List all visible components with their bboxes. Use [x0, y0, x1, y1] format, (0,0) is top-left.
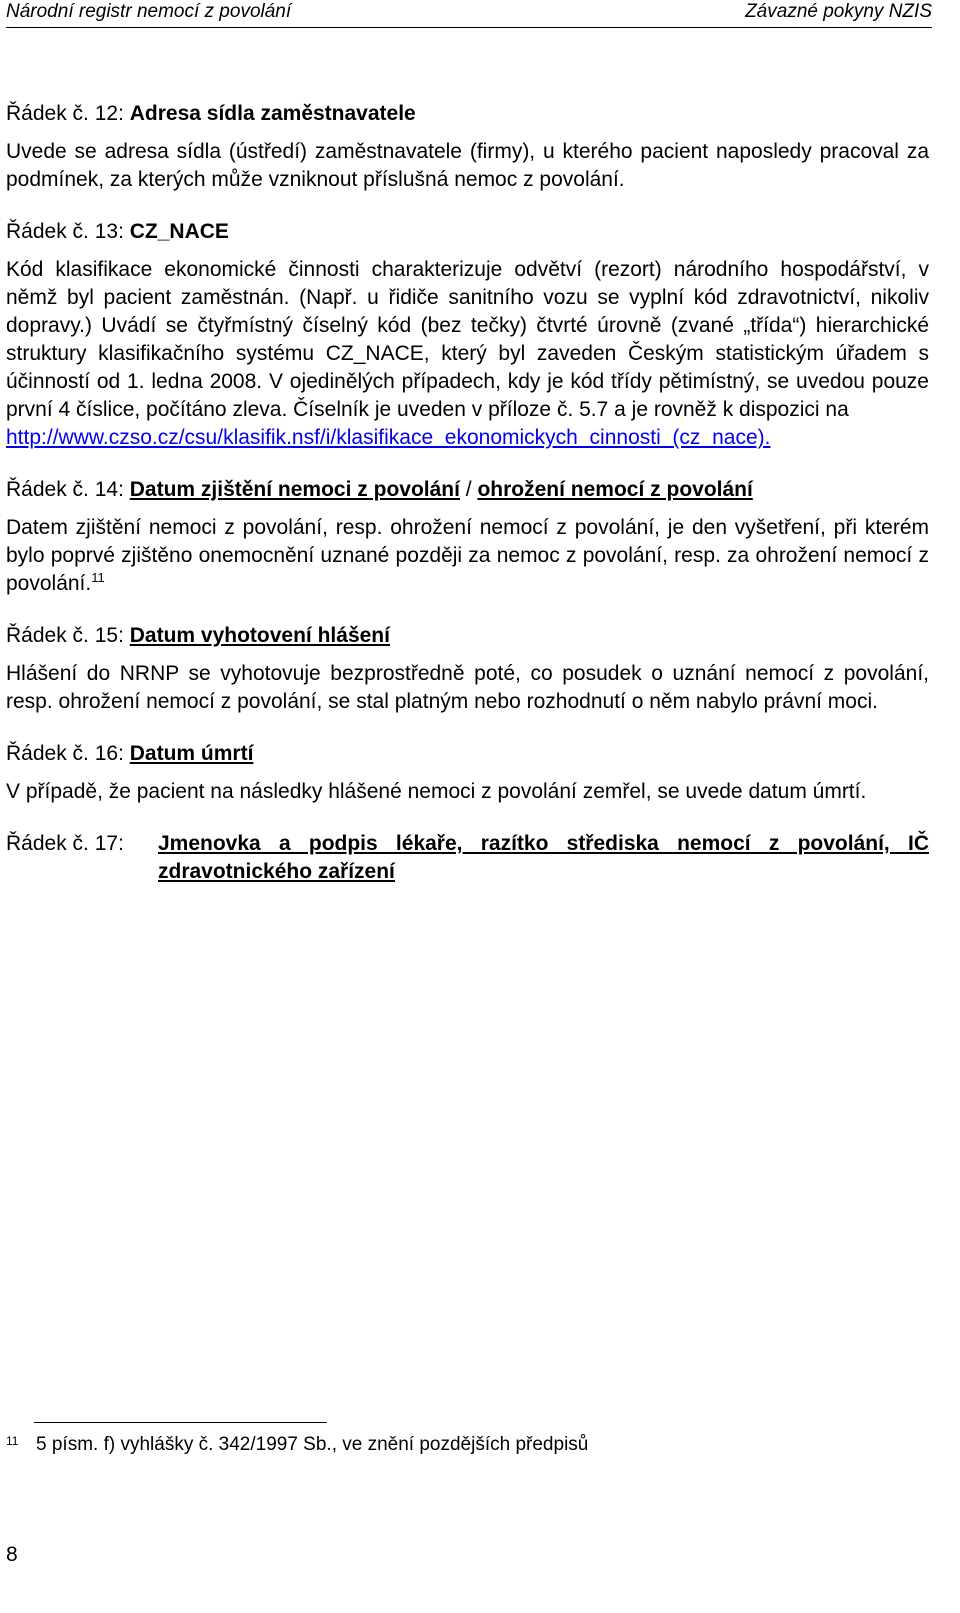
footnote-divider: [34, 1422, 327, 1423]
section-body-text: Datem zjištění nemoci z povolání, resp. ohrožení nemocí z povolání, je den vyšetření, při kterém bylo poprvé zjištěno onemocnění uznané později za nemoc z povolání, resp. za ohrožení nemocí z povolání.: [6, 516, 929, 595]
section-row-16: [6, 740, 929, 806]
header-divider: [6, 27, 932, 28]
row-title-separator: /: [459, 478, 478, 501]
section-body-text: Kód klasifikace ekonomické činnosti charakterizuje odvětví (rezort) národního hospodářství, v němž byl pacient zaměstnán. (Např. u řidiče sanitního vozu se vyplní kód zdravotnictví, nikoliv dopravy.) Uvádí se čtyřmístný číselný kód (bez tečky) čtvrté úrovně (zvané „třída“) hierarchické struktury klasifikačního systému CZ_NACE, který byl zaveden Českým statistickým úřadem s účinností od 1. ledna 2008. V ojedinělých případech, kdy je kód třídy pětimístný, se uvedou pouze první 4 číslice, počítáno zleva. Číselník je uveden v příloze č. 5.7 a je rovněž k dispozici na: [6, 258, 929, 421]
section-row-12: [6, 100, 929, 194]
section-heading: [6, 476, 929, 504]
row-label: Řádek č. 15:: [6, 624, 130, 647]
section-body: [6, 256, 929, 452]
section-body: Hlášení do NRNP se vyhotovuje bezprostředně poté, co posudek o uznání nemocí z povolání, resp. ohrožení nemocí z povolání, se stal platným nebo rozhodnutí o něm nabylo právní moci.: [6, 662, 929, 713]
section-body: Uvede se adresa sídla (ústředí) zaměstnavatele (firmy), u kterého pacient naposledy pracoval za podmínek, za kterých může vzniknout příslušná nemoc z povolání.: [6, 140, 929, 191]
row-title: Datum vyhotovení hlášení: [129, 624, 390, 647]
row-title: Jmenovka a podpis lékaře, razítko střediska nemocí z povolání, IČ zdravotnického zařízení: [158, 832, 929, 883]
row-label: Řádek č. 16:: [6, 742, 130, 765]
row-title: Datum úmrtí: [129, 742, 254, 765]
footnote-ref[interactable]: 11: [91, 570, 105, 585]
row-label: Řádek č. 12:: [6, 102, 130, 125]
section-row-17: [6, 830, 929, 886]
row-title-b: ohrožení nemocí z povolání: [477, 478, 753, 501]
document-body: [6, 100, 929, 910]
section-heading: [6, 100, 929, 128]
section-row-14: [6, 476, 929, 598]
section-heading: [6, 830, 929, 886]
page-header: [6, 0, 932, 26]
header-right-title: Závazné pokyny NZIS: [745, 1, 932, 22]
section-row-15: [6, 622, 929, 716]
section-row-13: [6, 218, 929, 452]
section-body: V případě, že pacient na následky hlášené nemoci z povolání zemřel, se uvede datum úmrtí.: [6, 780, 867, 803]
section-heading: [6, 740, 929, 768]
section-heading: [6, 218, 929, 246]
section-body: [6, 514, 929, 598]
row-label: Řádek č. 14:: [6, 478, 130, 501]
section-heading: [6, 622, 929, 650]
row-title: Adresa sídla zaměstnavatele: [129, 102, 416, 125]
czso-link[interactable]: http://www.czso.cz/csu/klasifik.nsf/i/klasifikace_ekonomickych_cinnosti_(cz_nace).: [6, 426, 771, 449]
footnote-text: 5 písm. f) vyhlášky č. 342/1997 Sb., ve znění pozdějších předpisů: [36, 1434, 589, 1455]
page-number: 8: [6, 1543, 18, 1566]
row-title-a: Datum zjištění nemoci z povolání: [129, 478, 460, 501]
row-title: CZ_NACE: [129, 220, 229, 243]
footnote-number: 11: [6, 1434, 19, 1448]
header-left-title: Národní registr nemocí z povolání: [6, 1, 292, 22]
row-label: Řádek č. 13:: [6, 220, 130, 243]
row-label: Řádek č. 17:: [6, 832, 124, 855]
